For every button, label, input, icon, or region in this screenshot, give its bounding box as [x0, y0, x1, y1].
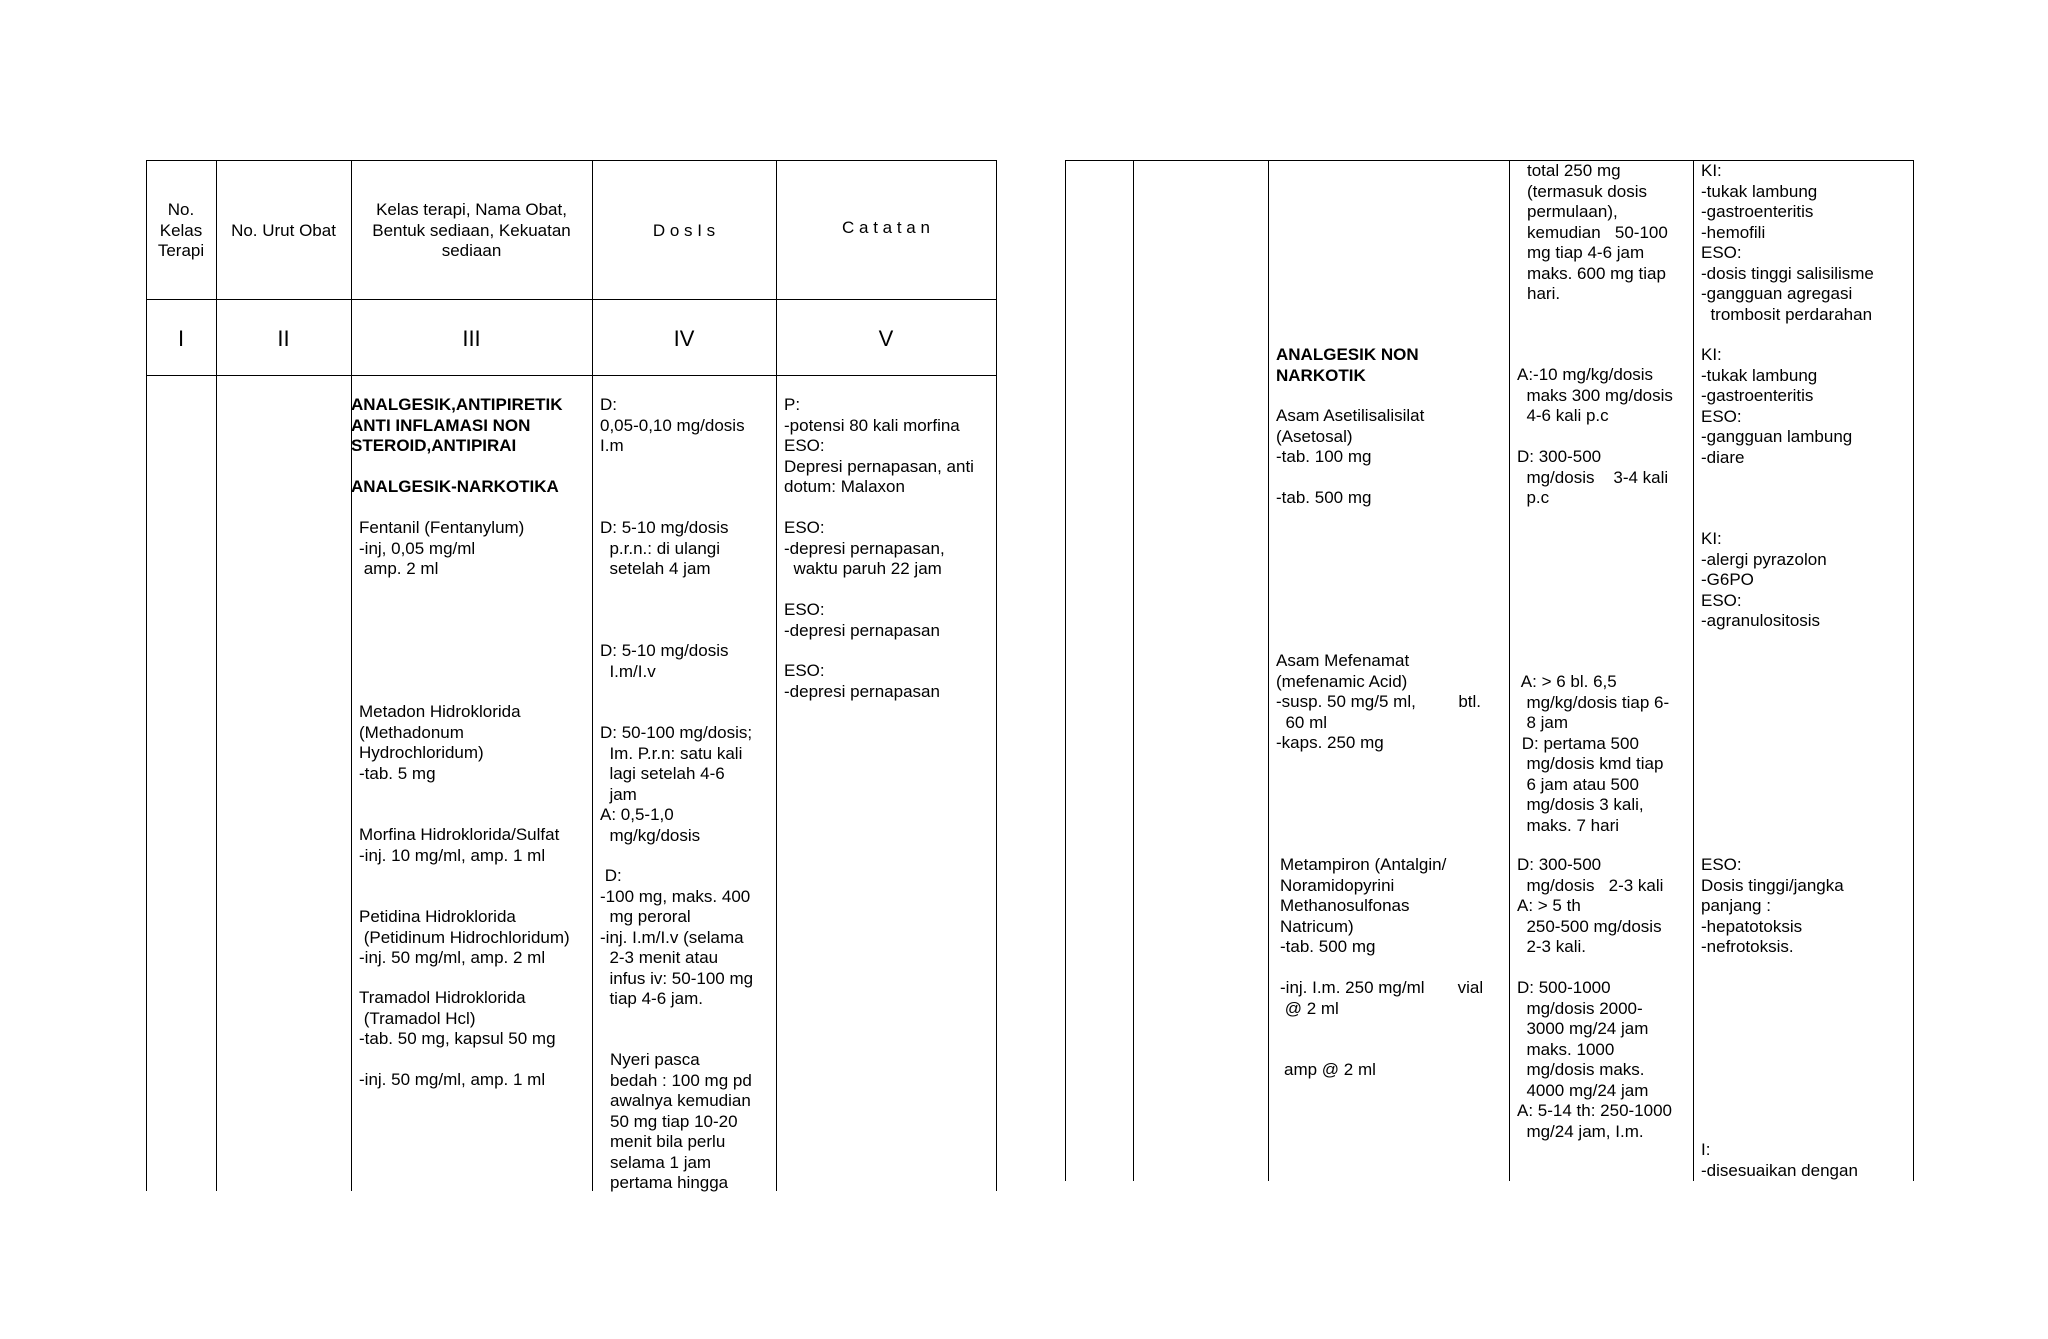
- drug-tramadol: Tramadol Hidroklorida (Tramadol Hcl) -tab. 50 mg, kapsul 50 mg: [359, 988, 556, 1048]
- left-col-divider: [351, 160, 352, 1191]
- header-no-kelas-terapi: No. Kelas Terapi: [157, 200, 205, 260]
- right-col-divider: [1268, 160, 1269, 1181]
- right-table-border: [1065, 160, 1066, 1181]
- dose-continuation: total 250 mg (termasuk dosis permulaan), kemudian 50-100 mg tiap 4-6 jam maks. 600 mg tiap hari.: [1527, 161, 1668, 303]
- dose-metampiron-tab: D: 300-500 mg/dosis 2-3 kali A: > 5 th 250-500 mg/dosis 2-3 kali.: [1517, 855, 1664, 956]
- drug-asetosal: Asam Asetilisalisilat (Asetosal) -tab. 100 mg: [1276, 406, 1425, 466]
- left-col-divider: [216, 160, 217, 1191]
- note-eso-metampiron: ESO: Dosis tinggi/jangka panjang : -hepatotoksis -nefrotoksis.: [1701, 855, 1844, 956]
- section-heading-analgesik-non-narkotik: ANALGESIK NON NARKOTIK: [1276, 345, 1419, 385]
- drug-asam-mefenamat-forms: -susp. 50 mg/5 ml, btl. 60 ml -kaps. 250 mg: [1276, 692, 1482, 752]
- header-kelas-terapi-nama-obat: Kelas terapi, Nama Obat, Bentuk sediaan, Kekuatan sediaan: [372, 200, 571, 260]
- roman-ii: II: [277, 326, 290, 351]
- dose-fentanil: D: 5-10 mg/dosis p.r.n.: di ulangi setelah 4 jam: [600, 518, 729, 578]
- drug-asam-mefenamat: Asam Mefenamat (mefenamic Acid): [1276, 651, 1410, 691]
- left-col-divider: [592, 160, 593, 1191]
- header-dosis: D o s I s: [652, 221, 716, 240]
- dose-metampiron-inj: D: 500-1000 mg/dosis 2000- 3000 mg/24 jam maks. 1000 mg/dosis maks. 4000 mg/24 jam A: 5-14 th: 250-1000 mg/24 jam, I.m.: [1517, 978, 1673, 1141]
- dose-asetosal-adult: D: 300-500 mg/dosis 3-4 kali p.c: [1517, 447, 1669, 507]
- roman-v: V: [878, 326, 894, 351]
- left-table-border: [996, 160, 997, 1191]
- drug-asetosal-500: -tab. 500 mg: [1276, 488, 1372, 507]
- left-header-divider: [146, 299, 997, 300]
- drug-metampiron-inj: -inj. I.m. 250 mg/ml vial @ 2 ml: [1280, 978, 1484, 1018]
- note-indikasi: I: -disesuaikan dengan: [1701, 1140, 1858, 1180]
- right-table-border: [1913, 160, 1914, 1181]
- left-col-divider: [776, 160, 777, 1191]
- drug-metampiron-amp: amp @ 2 ml: [1284, 1060, 1376, 1079]
- note-ki-eso-2: KI: -tukak lambung -gastroenteritis ESO: -gangguan lambung -diare: [1701, 345, 1853, 467]
- header-no-urut-obat: No. Urut Obat: [231, 221, 336, 240]
- drug-morfina: Morfina Hidroklorida/Sulfat -inj. 10 mg/ml, amp. 1 ml: [359, 825, 560, 865]
- dose-morfina-petidina: D: -100 mg, maks. 400 mg peroral -inj. I.m/I.v (selama 2-3 menit atau infus iv: 50-100 mg tiap 4-6 jam.: [600, 866, 754, 1008]
- note-fentanil: P: -potensi 80 kali morfina ESO: Depresi pernapasan, anti dotum: Malaxon: [784, 395, 974, 496]
- section-heading-analgesik-narkotika: ANALGESIK-NARKOTIKA: [351, 477, 559, 496]
- drug-petidina: Petidina Hidroklorida (Petidinum Hidrochloridum) -inj. 50 mg/ml, amp. 2 ml: [359, 907, 570, 967]
- dose-metadon: D: 50-100 mg/dosis; Im. P.r.n: satu kali lagi setelah 4-6 jam A: 0,5-1,0 mg/kg/dosis: [600, 723, 753, 845]
- left-table-border: [146, 160, 147, 1191]
- right-col-divider: [1693, 160, 1694, 1181]
- left-roman-divider: [146, 375, 997, 376]
- dose-asam-mefenamat: A: > 6 bl. 6,5 mg/kg/dosis tiap 6- 8 jam D: pertama 500 mg/dosis kmd tiap 6 jam atau 500 mg/dosis 3 kali, maks. 7 hari: [1520, 672, 1670, 835]
- roman-iii: III: [462, 326, 481, 351]
- dose-fentanil-intro: D: 0,05-0,10 mg/dosis I.m: [600, 395, 745, 455]
- drug-metadon: Metadon Hidroklorida (Methadonum Hydrochloridum) -tab. 5 mg: [359, 702, 521, 783]
- note-ki-eso-1: KI: -tukak lambung -gastroenteritis -hemofili ESO: -dosis tinggi salisilisme -gangguan agregasi trombosit perdarahan: [1701, 161, 1874, 324]
- dose-tramadol: Nyeri pasca bedah : 100 mg pd awalnya kemudian 50 mg tiap 10-20 menit bila perlu selama 1 jam pertama hingga: [610, 1050, 752, 1192]
- note-ki-eso-3: KI: -alergi pyrazolon -G6PO ESO: -agranulositosis: [1701, 529, 1827, 630]
- section-heading-analgesik-antipiretik: ANALGESIK,ANTIPIRETIK ANTI INFLAMASI NON STEROID,ANTIPIRAI: [351, 395, 563, 455]
- dose-metadon-im: D: 5-10 mg/dosis I.m/I.v: [600, 641, 729, 681]
- right-col-divider: [1509, 160, 1510, 1181]
- right-col-divider: [1133, 160, 1134, 1181]
- note-eso-1: ESO: -depresi pernapasan, waktu paruh 22 jam: [784, 518, 945, 578]
- roman-i: I: [177, 326, 185, 351]
- drug-metampiron: Metampiron (Antalgin/ Noramidopyrini Methanosulfonas Natricum) -tab. 500 mg: [1280, 855, 1447, 956]
- header-catatan: C a t a t a n: [842, 218, 930, 237]
- drug-tramadol-inj: -inj. 50 mg/ml, amp. 1 ml: [359, 1070, 546, 1089]
- drug-fentanil: Fentanil (Fentanylum) -inj, 0,05 mg/ml amp. 2 ml: [359, 518, 525, 578]
- dose-asetosal-child: A:-10 mg/kg/dosis maks 300 mg/dosis 4-6 kali p.c: [1517, 365, 1673, 425]
- note-eso-3: ESO: -depresi pernapasan: [784, 661, 940, 701]
- roman-iv: IV: [673, 326, 695, 351]
- left-table-top: [146, 160, 997, 161]
- note-eso-2: ESO: -depresi pernapasan: [784, 600, 940, 640]
